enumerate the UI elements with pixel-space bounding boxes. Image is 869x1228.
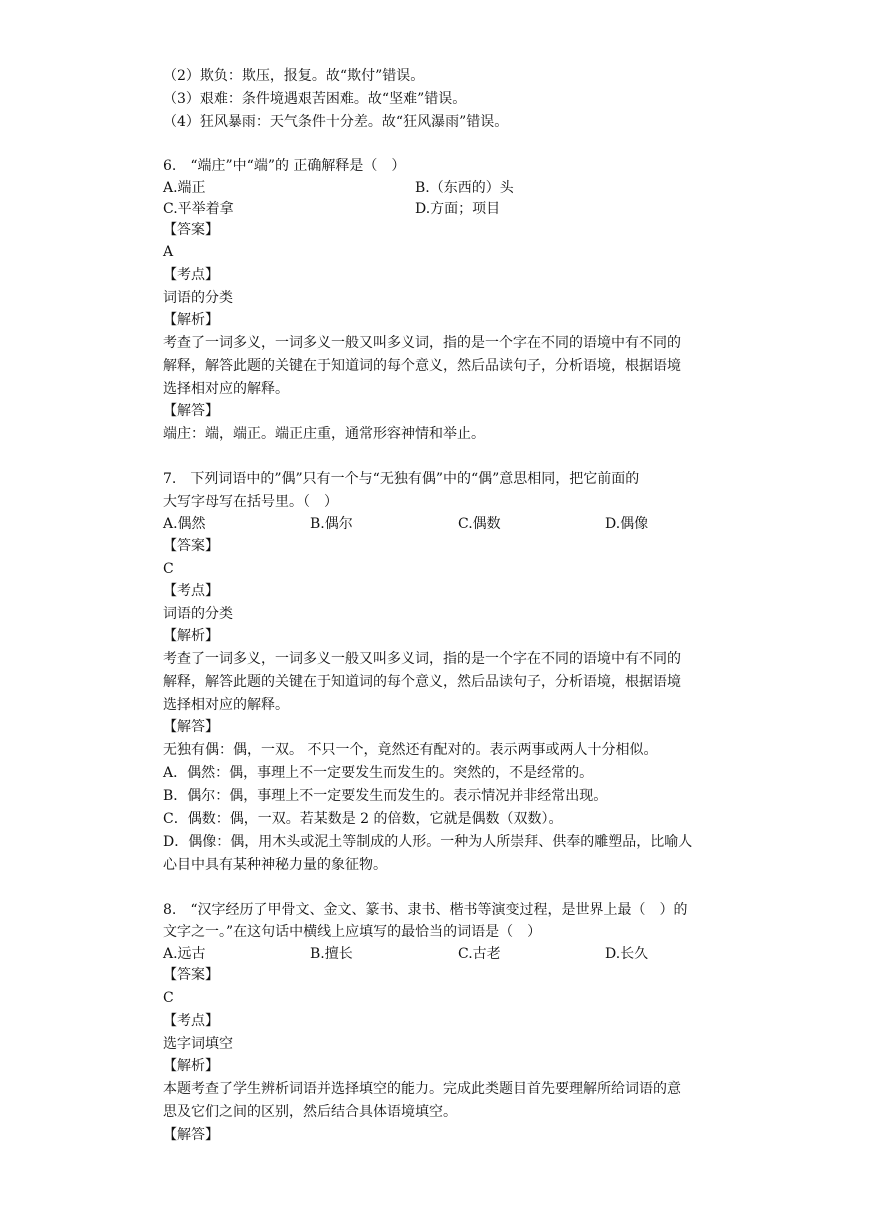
q6-option-b: B.（东西的）头 [415,180,514,196]
point-value: 词语的分类 [163,606,233,622]
question-8-stem: 文字之一。”在这句话中横线上应填写的最恰当的词语是（ ） [163,924,542,940]
solution-heading: 【解答】 [163,1127,219,1143]
analysis-line: 考查了一词多义，一词多义一般又叫多义词，指的是一个字在不同的语境中有不同的 [163,335,681,351]
answer-heading: 【答案】 [163,538,219,554]
point-heading: 【考点】 [163,267,219,283]
question-8-stem: 8. “汉字经历了甲骨文、金文、篆书、隶书、楷书等演变过程，是世界上最（ ）的 [163,902,688,918]
solution-heading: 【解答】 [163,719,219,735]
analysis-heading: 【解析】 [163,1058,219,1074]
q7-option-d: D.偶像 [605,516,649,532]
q7-option-a: A.偶然 [163,516,206,532]
solution-line: 无独有偶：偶，一双。 不只一个，竟然还有配对的。表示两事或两人十分相似。 [163,742,658,758]
analysis-heading: 【解析】 [163,628,219,644]
analysis-line: 考查了一词多义，一词多义一般又叫多义词，指的是一个字在不同的语境中有不同的 [163,651,681,667]
q7-option-c: C.偶数 [458,516,501,532]
intro-line: （4）狂风暴雨：天气条件十分差。故“狂风瀑雨”错误。 [163,114,509,130]
solution-line: D．偶像：偶，用木头或泥土等制成的人形。一种为人所崇拜、供奉的雕塑品，比喻人 [163,834,693,850]
point-heading: 【考点】 [163,583,219,599]
point-value: 词语的分类 [163,290,233,306]
solution-line: 端庄：端，端正。端正庄重，通常形容神情和举止。 [163,426,485,442]
analysis-line: 本题考查了学生辨析词语并选择填空的能力。完成此类题目首先要理解所给词语的意 [163,1081,681,1097]
q8-option-b: B.擅长 [310,946,353,962]
solution-line: B．偶尔：偶，事理上不一定要发生而发生的。表示情况并非经常出现。 [163,788,608,804]
q6-option-d: D.方面；项目 [415,201,501,217]
q6-option-a: A.端正 [163,180,206,196]
answer-value: A [163,244,174,260]
solution-heading: 【解答】 [163,403,219,419]
question-7-stem: 大写字母写在括号里。（ ） [163,494,338,510]
q7-option-b: B.偶尔 [310,516,353,532]
answer-heading: 【答案】 [163,967,219,983]
q8-option-c: C.古老 [458,946,501,962]
answer-heading: 【答案】 [163,222,219,238]
q6-option-c: C.平举着拿 [163,201,234,217]
solution-line: 心目中具有某种神秘力量的象征物。 [163,857,387,873]
answer-value: C [163,990,174,1006]
point-heading: 【考点】 [163,1013,219,1029]
analysis-line: 解释，解答此题的关键在于知道词的每个意义，然后品读句子，分析语境，根据语境 [163,674,681,690]
analysis-line: 解释，解答此题的关键在于知道词的每个意义，然后品读句子，分析语境，根据语境 [163,358,681,374]
analysis-heading: 【解析】 [163,312,219,328]
solution-line: C．偶数：偶，一双。若某数是 2 的倍数，它就是偶数（双数）。 [163,811,563,827]
question-7-stem: 7. 下列词语中的”偶”只有一个与“无独有偶”中的“偶”意思相同，把它前面的 [163,471,640,487]
analysis-line: 选择相对应的解释。 [163,381,289,397]
analysis-line: 选择相对应的解释。 [163,697,289,713]
q8-option-a: A.远古 [163,946,206,962]
analysis-line: 思及它们之间的区别，然后结合具体语境填空。 [163,1104,457,1120]
point-value: 选字词填空 [163,1036,233,1052]
solution-line: A．偶然：偶，事理上不一定要发生而发生的。突然的，不是经常的。 [163,765,594,781]
question-6-stem: 6. “端庄”中“端”的 正确解释是（ ） [163,158,406,174]
intro-line: （3）艰难：条件境遇艰苦困难。故“坚难”错误。 [163,91,467,107]
intro-line: （2）欺负：欺压，报复。故“欺付”错误。 [163,68,425,84]
q8-option-d: D.长久 [605,946,649,962]
answer-value: C [163,561,174,577]
